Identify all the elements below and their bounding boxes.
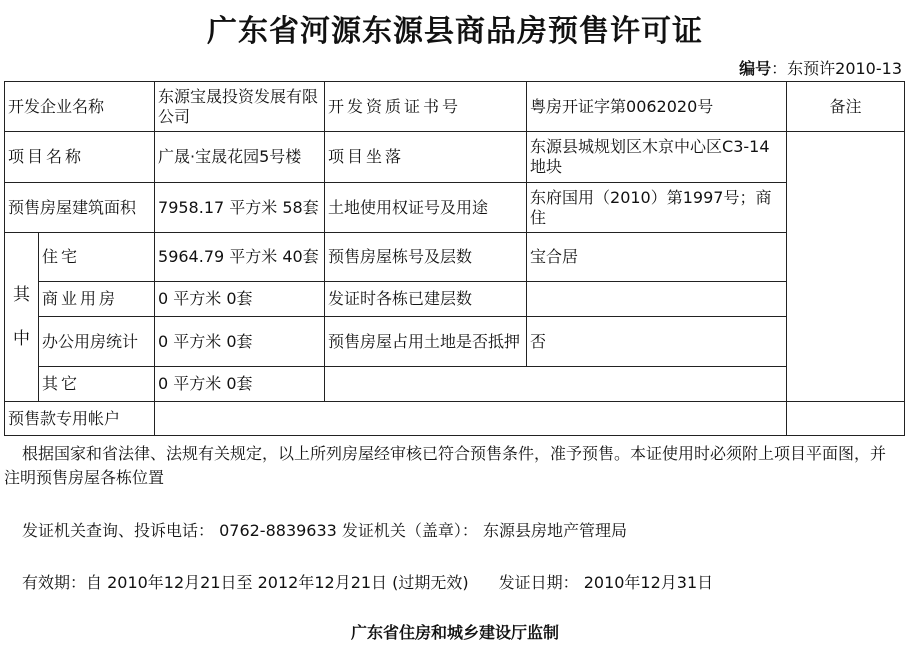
serial-label: 编号 — [739, 59, 772, 78]
built-floors-label: 发证时各栋已建层数 — [325, 282, 527, 317]
residential-value: 5964.79 平方米 40套 — [155, 233, 325, 282]
mortgage-label: 预售房屋占用土地是否抵押 — [325, 317, 527, 367]
validity-text: 有效期：自 2010年12月21日至 2012年12月21日 (过期无效) — [22, 573, 469, 592]
land-cert-label: 土地使用权证号及用途 — [325, 183, 527, 233]
developer-value: 东源宝晟投资发展有限公司 — [155, 82, 325, 132]
project-name-value: 广晟·宝晟花园5号楼 — [155, 132, 325, 183]
other-value: 0 平方米 0套 — [155, 367, 325, 402]
residential-label: 住宅 — [39, 233, 155, 282]
account-remarks-cell — [787, 402, 905, 436]
certificate-table — [4, 81, 905, 436]
contact-line: 发证机关查询、投诉电话： 0762-8839633 发证机关（盖章）： 东源县房地产管理局 — [22, 521, 628, 540]
qizhong-text: 其中 — [13, 285, 30, 349]
building-no-value: 宝合居 — [527, 233, 787, 282]
location-label: 项目坐落 — [325, 132, 527, 183]
remarks-label: 备注 — [787, 82, 905, 132]
project-name-label: 项目名称 — [5, 132, 155, 183]
building-no-label: 预售房屋栋号及层数 — [325, 233, 527, 282]
qualification-label: 开发资质证书号 — [325, 82, 527, 132]
validity-line — [22, 571, 910, 595]
commercial-label: 商业用房 — [39, 282, 155, 317]
footer-issuer: 广东省住房和城乡建设厅监制 — [350, 623, 559, 642]
built-floors-value — [527, 282, 787, 317]
serial-value: 东预许2010-13 — [787, 59, 902, 78]
statement-text: 根据国家和省法律、法规有关规定，以上所列房屋经审核已符合预售条件，准予预售。本证使用时必须附上项目平面图，并注明预售房屋各栋位置 — [4, 444, 887, 487]
office-label: 办公用房统计 — [39, 317, 155, 367]
presale-area-value: 7958.17 平方米 58套 — [155, 183, 325, 233]
location-value: 东源县城规划区木京中心区C3-14地块 — [527, 132, 787, 183]
remarks-cell — [787, 132, 905, 402]
office-value: 0 平方米 0套 — [155, 317, 325, 367]
other-label: 其它 — [39, 367, 155, 402]
land-cert-value: 东府国用（2010）第1997号；商住 — [527, 183, 787, 233]
developer-label: 开发企业名称 — [5, 82, 155, 132]
qualification-value: 粤房开证字第0062020号 — [527, 82, 787, 132]
presale-area-label: 预售房屋建筑面积 — [5, 183, 155, 233]
serial-separator: ： — [771, 59, 788, 78]
certificate-title: 广东省河源东源县商品房预售许可证 — [207, 14, 703, 49]
account-label: 预售款专用帐户 — [5, 402, 155, 436]
qizhong-label — [5, 233, 39, 402]
mortgage-value: 否 — [527, 317, 787, 367]
other-empty-cell — [325, 367, 787, 402]
serial-number — [739, 56, 902, 79]
account-value — [155, 402, 787, 436]
commercial-value: 0 平方米 0套 — [155, 282, 325, 317]
issue-date-text: 发证日期： 2010年12月31日 — [498, 573, 714, 592]
